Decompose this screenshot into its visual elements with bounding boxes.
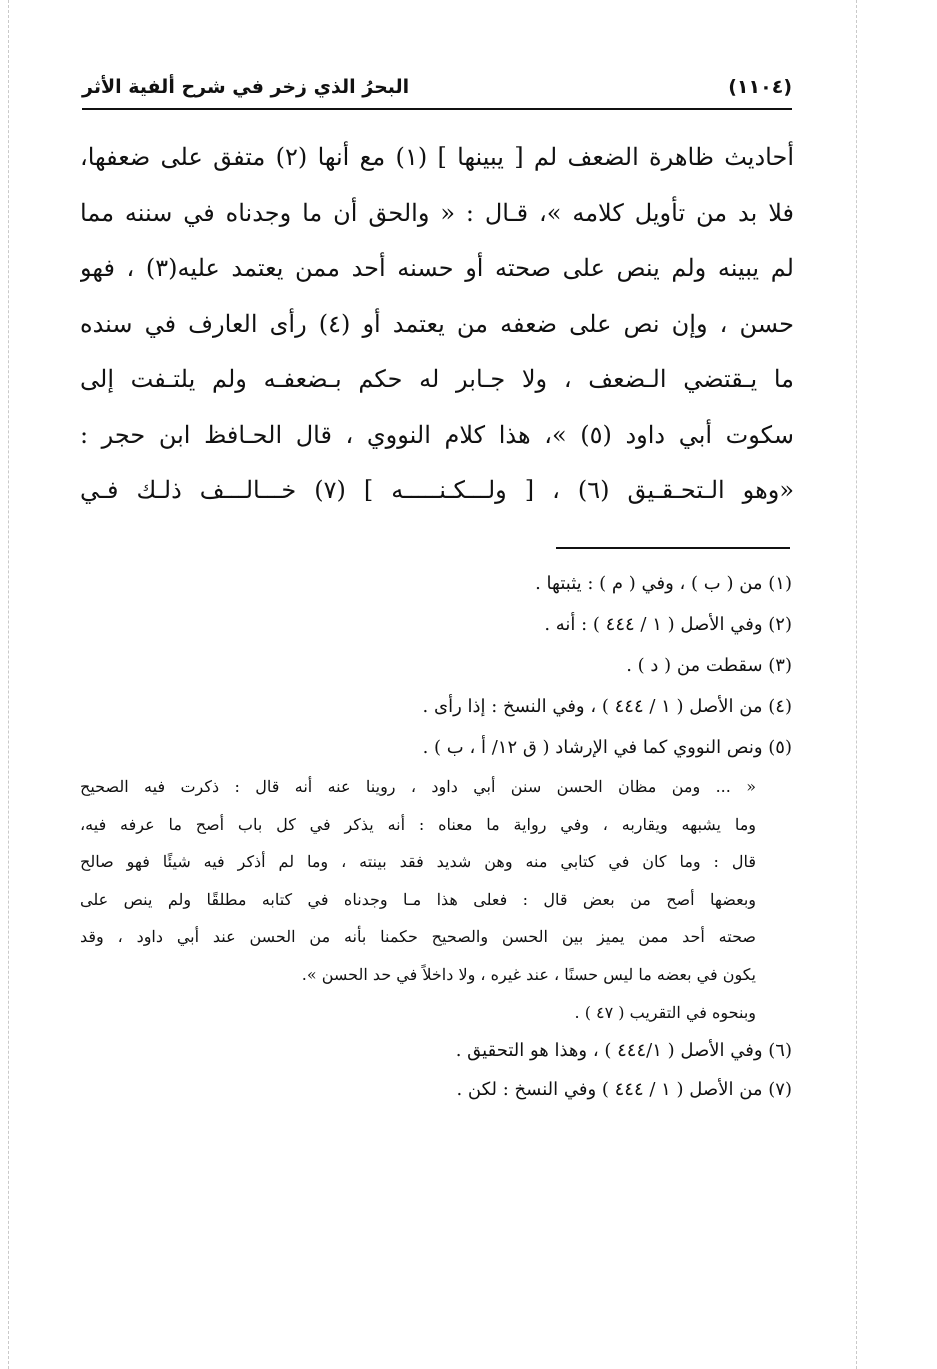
- text-line: فلا بد من تأويل كلامه »، قـال : « والحق أن ما وجدناه في سننه مما: [80, 198, 794, 227]
- footnotes: [80, 563, 792, 1109]
- quote-line: قال : وما كان في كتابي منه وهن شديد فقد بينته ، وما لم أذكر فيه شيئًا فهو صالح: [80, 852, 756, 872]
- footnote: (١) من ( ب ) ، وفي ( م ) : يثبتها .: [535, 573, 792, 594]
- footnote-quotation: [80, 768, 756, 1031]
- footnote: (٧) من الأصل ( ١ / ٤٤٤ ) وفي النسخ : لكن .: [456, 1079, 792, 1101]
- quote-line: وبعضها أصح من بعض قال : فعلى هذا مـا وجدناه في كتابه مطلقًا ولم ينص على: [80, 889, 756, 909]
- text-line: لم يبينه ولم ينص على صحته أو حسنه أحد ممن يعتمد عليه(٣) ، فهو: [80, 254, 794, 282]
- footnote: (٣) سقطت من ( د ) .: [626, 655, 792, 676]
- text-line: «وهو الـتحـقـيق (٦) ، [ ولـــكـنـــــه ] (٧) خـــالـــف ذلـك فـي: [80, 476, 794, 504]
- text-line: حسن ، وإن نص على ضعفه من يعتمد أو (٤) رأى العارف في سنده: [80, 309, 794, 338]
- main-text: [80, 130, 794, 519]
- text-line: ما يـقتضي الـضعف ، ولا جـابر له حكم بـضعفـه ولم يلتـفت إلى: [80, 365, 794, 393]
- page-number: (١١٠٤): [728, 76, 792, 98]
- quote-line: صحته أحد ممن يميز بين الحسن والصحيح حكمنا بأنه من الحسن عند أبي داود ، وقد: [80, 927, 756, 947]
- quote-line: « ... ومن مظان الحسن سنن أبي داود ، روينا عنه أنه قال : ذكرت فيه الصحيح: [80, 777, 756, 796]
- quote-line: يكون في بعضه ما ليس حسنًا ، عند غيره ، ولا داخلاً في حد الحسن ».: [301, 964, 756, 984]
- book-title: البحرُ الذي زخر في شرح ألفية الأثر: [82, 76, 410, 98]
- footnote: (٢) وفي الأصل ( ١ / ٤٤٤ ) : أنه .: [544, 614, 792, 635]
- scan-margin-line: [856, 0, 857, 1369]
- footnote-separator: [556, 547, 790, 549]
- quote-line: وما يشبهه ويقاربه ، وفي رواية ما معناه : أنه يذكر في كل باب أصح ما عرفه فيه،: [80, 814, 756, 834]
- scan-margin-line: [8, 0, 9, 1369]
- text-line: أحاديث ظاهرة الضعف لم [ يبينها ] (١) مع أنها (٢) متفق على ضعفها،: [80, 143, 794, 171]
- text-line: سكوت أبي داود (٥) »، هذا كلام النووي ، قال الحـافظ ابن حجر :: [80, 420, 794, 449]
- page-header: [82, 72, 792, 110]
- footnote: (٦) وفي الأصل ( ٤٤٤/١ ) ، وهذا هو التحقيق .: [455, 1040, 792, 1062]
- footnote: (٥) ونص النووي كما في الإرشاد ( ق ١٢/ أ ، ب ) .: [422, 737, 792, 758]
- quote-line: وبنحوه في التقريب ( ٤٧ ) .: [574, 1002, 756, 1022]
- footnote: (٤) من الأصل ( ١ / ٤٤٤ ) ، وفي النسخ : إذا رأى .: [422, 696, 792, 717]
